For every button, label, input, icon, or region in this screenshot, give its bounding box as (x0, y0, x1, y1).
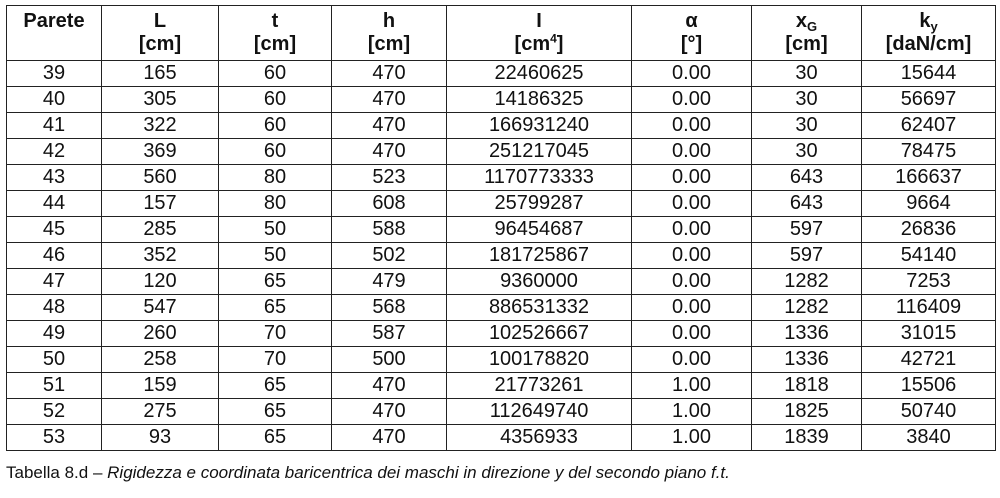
header-ky-unit: [daN/cm] (885, 33, 972, 55)
cell-L: 159 (102, 373, 219, 399)
cell-h: 470 (332, 113, 447, 139)
cell-parete: 47 (7, 269, 102, 295)
cell-t: 65 (219, 373, 332, 399)
cell-alpha: 0.00 (632, 243, 752, 269)
cell-alpha: 0.00 (632, 321, 752, 347)
cell-alpha: 1.00 (632, 425, 752, 451)
table-body (7, 61, 996, 451)
cell-alpha: 0.00 (632, 295, 752, 321)
cell-L: 275 (102, 399, 219, 425)
cell-I: 96454687 (447, 217, 632, 243)
cell-t: 70 (219, 321, 332, 347)
cell-t: 65 (219, 425, 332, 451)
cell-t: 80 (219, 191, 332, 217)
table-row (7, 269, 996, 295)
cell-parete: 51 (7, 373, 102, 399)
cell-ky: 116409 (862, 295, 996, 321)
cell-xG: 1818 (752, 373, 862, 399)
header-parete-symbol: Parete (23, 10, 85, 32)
cell-ky: 15644 (862, 61, 996, 87)
header-xG-unit: [cm] (785, 33, 828, 55)
cell-I: 1170773333 (447, 165, 632, 191)
cell-ky: 7253 (862, 269, 996, 295)
cell-t: 80 (219, 165, 332, 191)
cell-alpha: 0.00 (632, 191, 752, 217)
cell-I: 14186325 (447, 87, 632, 113)
table-row (7, 373, 996, 399)
cell-parete: 43 (7, 165, 102, 191)
cell-xG: 1839 (752, 425, 862, 451)
cell-h: 502 (332, 243, 447, 269)
cell-alpha: 0.00 (632, 165, 752, 191)
table-row (7, 399, 996, 425)
cell-alpha: 0.00 (632, 61, 752, 87)
header-I-symbol: I (536, 10, 542, 32)
header-xG-subscript: G (807, 19, 818, 34)
cell-h: 568 (332, 295, 447, 321)
cell-I: 166931240 (447, 113, 632, 139)
cell-alpha: 0.00 (632, 347, 752, 373)
cell-parete: 41 (7, 113, 102, 139)
cell-xG: 597 (752, 243, 862, 269)
header-L (102, 6, 219, 61)
header-h-symbol: h (382, 10, 396, 32)
cell-xG: 1336 (752, 347, 862, 373)
header-ky-symbol (862, 10, 995, 33)
cell-L: 560 (102, 165, 219, 191)
cell-parete: 42 (7, 139, 102, 165)
header-xG (752, 6, 862, 61)
table-row (7, 243, 996, 269)
cell-ky: 15506 (862, 373, 996, 399)
cell-L: 258 (102, 347, 219, 373)
cell-h: 608 (332, 191, 447, 217)
cell-parete: 50 (7, 347, 102, 373)
cell-h: 470 (332, 373, 447, 399)
cell-t: 65 (219, 399, 332, 425)
cell-alpha: 1.00 (632, 373, 752, 399)
cell-t: 60 (219, 87, 332, 113)
cell-ky: 31015 (862, 321, 996, 347)
cell-L: 120 (102, 269, 219, 295)
cell-xG: 1282 (752, 295, 862, 321)
header-alpha (632, 6, 752, 61)
header-xG-base: x (795, 10, 807, 32)
cell-h: 479 (332, 269, 447, 295)
table-row (7, 347, 996, 373)
cell-xG: 30 (752, 139, 862, 165)
data-table-container (6, 5, 995, 451)
cell-h: 523 (332, 165, 447, 191)
cell-parete: 39 (7, 61, 102, 87)
cell-L: 369 (102, 139, 219, 165)
cell-h: 470 (332, 399, 447, 425)
cell-ky: 9664 (862, 191, 996, 217)
cell-I: 181725867 (447, 243, 632, 269)
cell-L: 352 (102, 243, 219, 269)
cell-xG: 30 (752, 61, 862, 87)
cell-h: 470 (332, 61, 447, 87)
header-L-symbol: L (153, 10, 167, 32)
cell-alpha: 0.00 (632, 87, 752, 113)
cell-t: 60 (219, 113, 332, 139)
table-row (7, 165, 996, 191)
table-row (7, 61, 996, 87)
cell-xG: 643 (752, 191, 862, 217)
cell-t: 50 (219, 243, 332, 269)
header-h-unit: [cm] (367, 33, 411, 55)
header-I-unit-pre: [cm (514, 33, 551, 55)
cell-h: 587 (332, 321, 447, 347)
cell-I: 22460625 (447, 61, 632, 87)
cell-parete: 49 (7, 321, 102, 347)
header-t (219, 6, 332, 61)
cell-xG: 1336 (752, 321, 862, 347)
table-row (7, 295, 996, 321)
cell-parete: 44 (7, 191, 102, 217)
cell-L: 260 (102, 321, 219, 347)
cell-parete: 46 (7, 243, 102, 269)
cell-t: 60 (219, 139, 332, 165)
cell-t: 65 (219, 269, 332, 295)
cell-alpha: 0.00 (632, 139, 752, 165)
cell-I: 4356933 (447, 425, 632, 451)
cell-ky: 166637 (862, 165, 996, 191)
cell-ky: 62407 (862, 113, 996, 139)
cell-I: 21773261 (447, 373, 632, 399)
cell-xG: 30 (752, 87, 862, 113)
cell-L: 322 (102, 113, 219, 139)
header-L-unit: [cm] (138, 33, 182, 55)
cell-h: 470 (332, 425, 447, 451)
cell-I: 25799287 (447, 191, 632, 217)
cell-parete: 53 (7, 425, 102, 451)
header-alpha-symbol: α (685, 10, 698, 32)
cell-xG: 1282 (752, 269, 862, 295)
cell-I: 112649740 (447, 399, 632, 425)
cell-t: 50 (219, 217, 332, 243)
cell-I: 102526667 (447, 321, 632, 347)
cell-L: 547 (102, 295, 219, 321)
cell-t: 60 (219, 61, 332, 87)
cell-L: 157 (102, 191, 219, 217)
cell-I: 9360000 (447, 269, 632, 295)
table-row (7, 217, 996, 243)
caption-text: Rigidezza e coordinata baricentrica dei maschi in direzione y del secondo piano f.t. (107, 463, 730, 482)
cell-t: 65 (219, 295, 332, 321)
table-header-row (7, 6, 996, 61)
header-I-unit (447, 33, 631, 56)
cell-alpha: 0.00 (632, 113, 752, 139)
cell-xG: 30 (752, 113, 862, 139)
cell-I: 251217045 (447, 139, 632, 165)
cell-h: 500 (332, 347, 447, 373)
cell-L: 285 (102, 217, 219, 243)
header-xG-symbol (752, 10, 861, 33)
table-row (7, 113, 996, 139)
table-row (7, 425, 996, 451)
cell-parete: 52 (7, 399, 102, 425)
cell-ky: 26836 (862, 217, 996, 243)
header-ky (862, 6, 996, 61)
header-I-unit-exponent: 4 (550, 31, 557, 46)
cell-xG: 643 (752, 165, 862, 191)
header-t-symbol: t (271, 10, 279, 32)
cell-t: 70 (219, 347, 332, 373)
header-parete (7, 6, 102, 61)
cell-h: 470 (332, 139, 447, 165)
cell-parete: 48 (7, 295, 102, 321)
cell-L: 305 (102, 87, 219, 113)
header-ky-subscript: y (930, 19, 938, 34)
cell-ky: 54140 (862, 243, 996, 269)
cell-I: 100178820 (447, 347, 632, 373)
cell-h: 470 (332, 87, 447, 113)
cell-L: 165 (102, 61, 219, 87)
cell-ky: 56697 (862, 87, 996, 113)
header-h (332, 6, 447, 61)
cell-ky: 78475 (862, 139, 996, 165)
header-I (447, 6, 632, 61)
cell-h: 588 (332, 217, 447, 243)
cell-ky: 42721 (862, 347, 996, 373)
cell-parete: 40 (7, 87, 102, 113)
table-row (7, 191, 996, 217)
header-t-unit: [cm] (253, 33, 297, 55)
cell-L: 93 (102, 425, 219, 451)
header-I-unit-post: ] (556, 33, 564, 55)
stiffness-table (6, 5, 996, 451)
cell-alpha: 0.00 (632, 269, 752, 295)
table-row (7, 139, 996, 165)
cell-alpha: 1.00 (632, 399, 752, 425)
cell-alpha: 0.00 (632, 217, 752, 243)
caption-label: Tabella 8.d – (6, 463, 108, 482)
table-caption (6, 463, 730, 483)
header-ky-base: k (919, 10, 931, 32)
cell-xG: 597 (752, 217, 862, 243)
cell-parete: 45 (7, 217, 102, 243)
cell-ky: 50740 (862, 399, 996, 425)
cell-ky: 3840 (862, 425, 996, 451)
cell-xG: 1825 (752, 399, 862, 425)
header-alpha-unit: [°] (680, 33, 703, 55)
table-row (7, 321, 996, 347)
table-row (7, 87, 996, 113)
cell-I: 886531332 (447, 295, 632, 321)
